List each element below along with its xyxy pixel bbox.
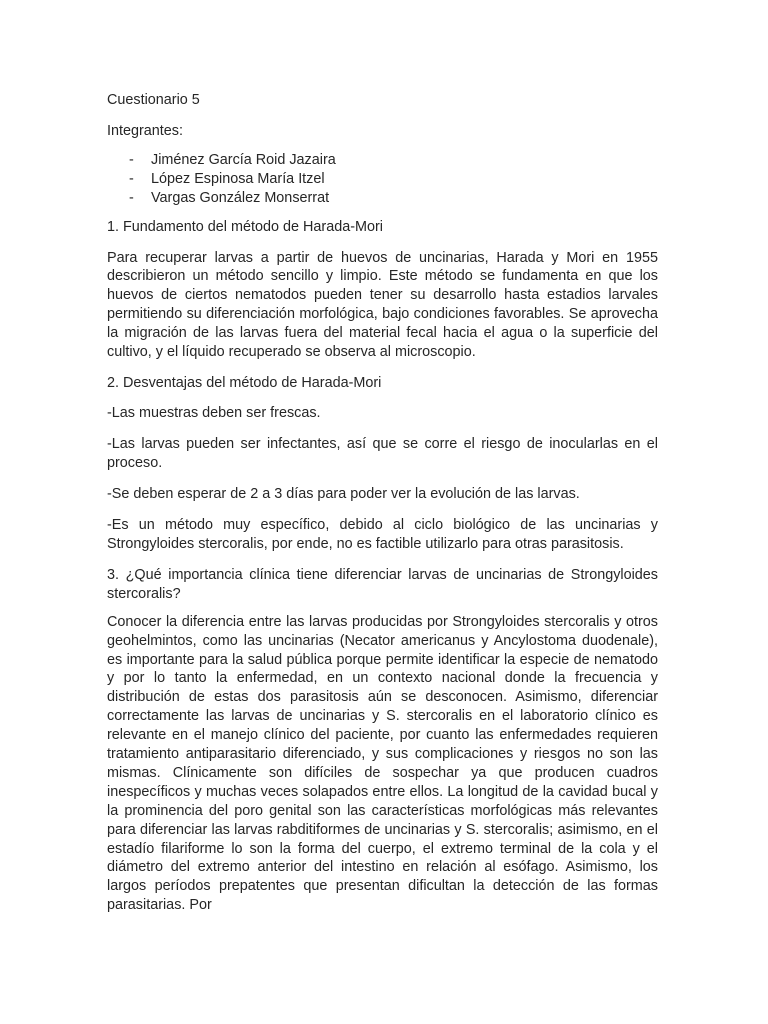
list-item (107, 170, 658, 189)
disadvantage-item: -Las muestras deben ser frescas. (107, 405, 321, 422)
paragraph-q1: Para recuperar larvas a partir de huevos de uncinarias, Harada y Mori en 1955 describieron un método sencillo y limpio. Este método se fundamenta en que los huevos de ciertos nematodos pueden tener su desarrollo hasta estadios larvales permitiendo su diferenciación morfológica, bajo condiciones favorables. Se aprovecha la migración de las larvas fuera del material fecal hacia el agua o la superficie del cultivo, y el líquido recuperado se observa al microscopio. (107, 249, 658, 361)
section-heading-q3: 3. ¿Qué importancia clínica tiene diferenciar larvas de uncinarias de Strongyloides stercoralis? (107, 566, 658, 602)
disadvantage-item: -Se deben esperar de 2 a 3 días para poder ver la evolución de las larvas. (107, 486, 580, 503)
document-title: Cuestionario 5 (107, 92, 200, 108)
list-dash: - (129, 152, 134, 168)
paragraph-q3: Conocer la diferencia entre las larvas producidas por Strongyloides stercoralis y otros geohelmintos, como las uncinarias (Necator americanus y Ancylostoma duodenale), es importante para la salud pública porque permite identificar la especie de nematodo y por lo tanto la enfermedad, en un contexto nacional donde la frecuencia y distribución de estas dos parasitosis aún se desconocen. Asimismo, diferenciar correctamente las larvas de uncinarias y S. stercoralis en el laboratorio clínico es relevante en el manejo clínico del paciente, por cuanto las enfermedades requieren tratamiento antiparasitario diferenciado, y sus complicaciones y riesgos no son las mismas. Clínicamente son difíciles de sospechar ya que producen cuadros inespecíficos y muchas veces solapados entre ellos. La longitud de la cavidad bucal y la prominencia del poro genital son las características morfológicas más relevantes para diferenciar las larvas rabditiformes de uncinarias y S. stercoralis; asimismo, en el estadío filariforme lo son la forma del cuerpo, el extremo terminal de la cola y el diámetro del extremo anterior del intestino en relación al esófago. Asimismo, los largos períodos prepatentes que presentan dificultan la detección de las formas parasitarias. Por (107, 613, 658, 914)
list-item (107, 151, 658, 170)
list-dash: - (129, 190, 134, 206)
members-list (107, 151, 658, 208)
member-name: Jiménez García Roid Jazaira (151, 152, 336, 168)
section-heading-q1: 1. Fundamento del método de Harada-Mori (107, 219, 383, 235)
list-dash: - (129, 171, 134, 187)
section-heading-q2: 2. Desventajas del método de Harada-Mori (107, 374, 382, 391)
member-name: López Espinosa María Itzel (151, 171, 325, 187)
list-item (107, 189, 658, 208)
member-name: Vargas González Monserrat (151, 190, 330, 206)
members-label: Integrantes: (107, 122, 184, 139)
disadvantage-item: -Las larvas pueden ser infectantes, así que se corre el riesgo de inocularlas en el proceso. (107, 436, 658, 472)
disadvantage-item: -Es un método muy específico, debido al ciclo biológico de las uncinarias y Strongyloides stercoralis, por ende, no es factible utilizarlo para otras parasitosis. (107, 517, 658, 552)
